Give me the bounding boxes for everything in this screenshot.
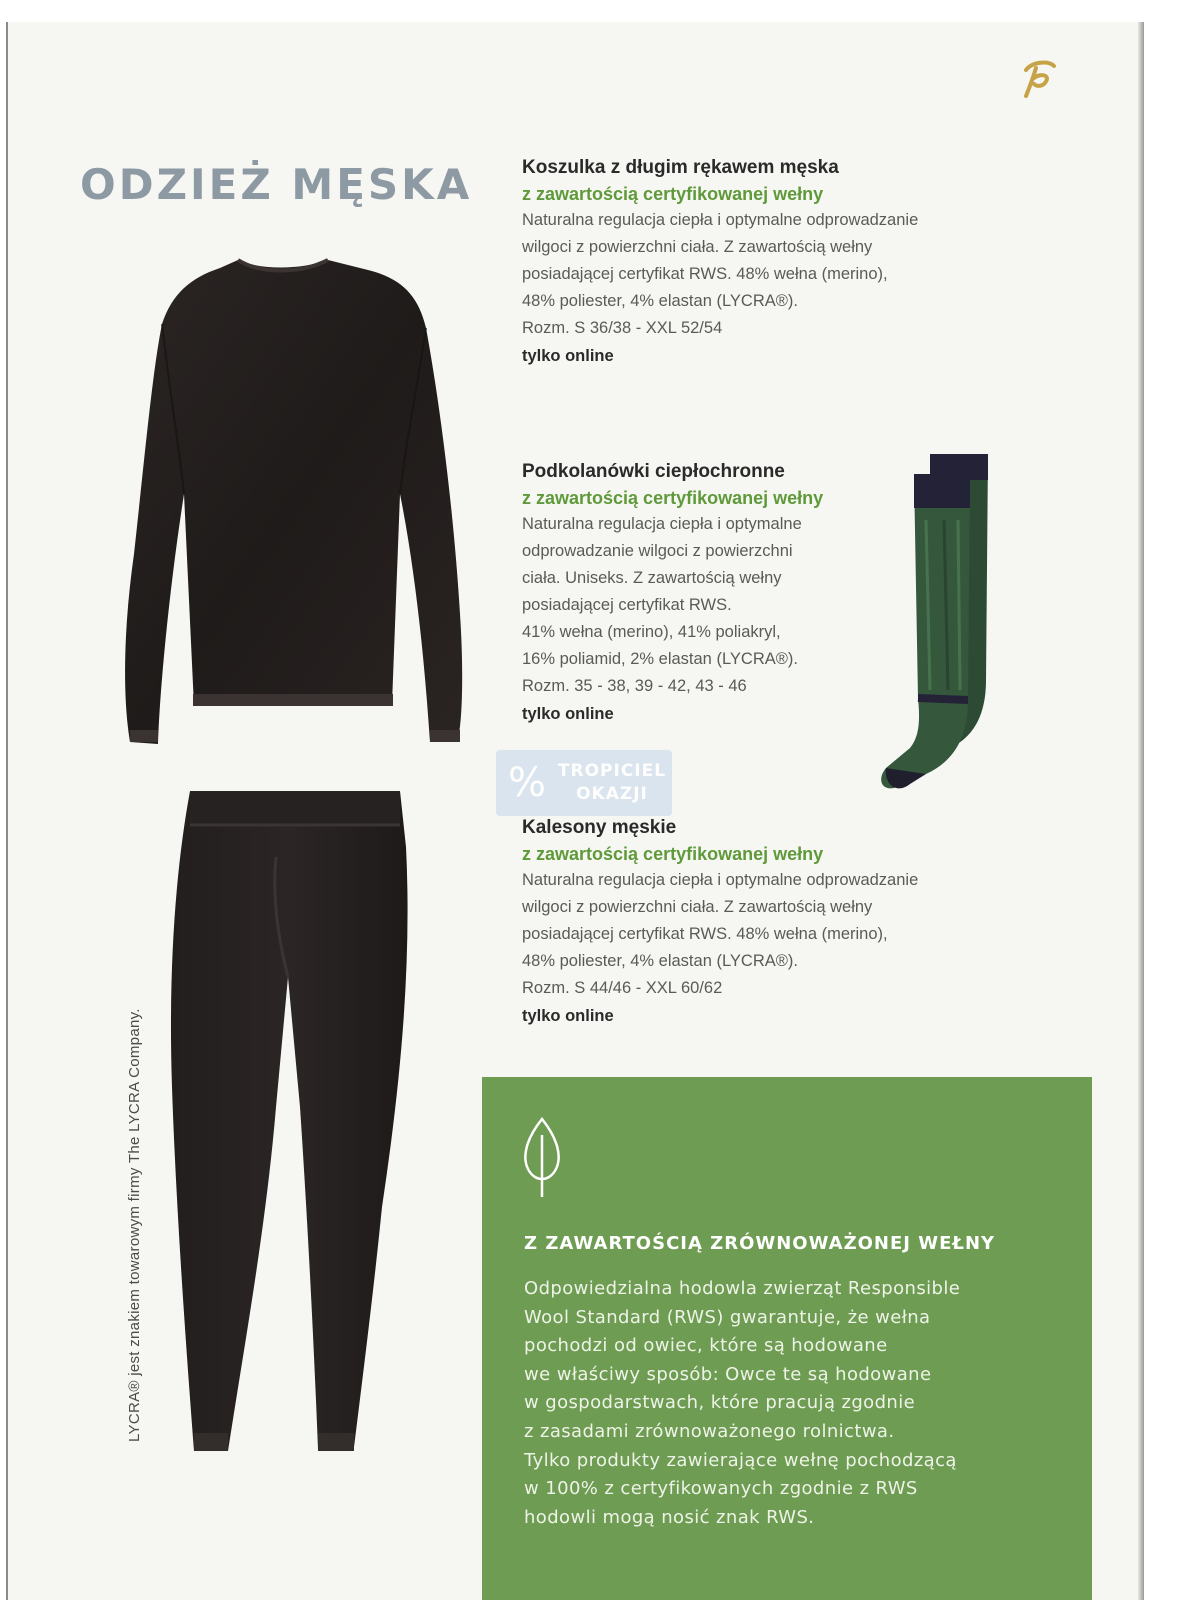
watermark-line1: TROPICIEL [557,761,667,781]
product-name: Koszulka z długim rękawem męska [522,157,839,178]
product-shirt [522,154,1042,371]
product-availability: tylko online [522,347,614,365]
product-socks [522,458,902,729]
lycra-trademark-note: LYCRA® jest znakiem towarowym firmy The LYCRA Company. [126,1008,143,1442]
shirt-image [100,254,466,754]
percent-icon: % [507,760,546,806]
product-sizes: Rozm. 35 - 38, 39 - 42, 43 - 46 [522,677,747,695]
pants-image [168,787,418,1459]
product-description: Naturalna regulacja ciepła i optymalne odprowadzanie wilgoci z powierzchni ciała. Z zawartością wełny posiadającej certyfikat RWS. 48% wełna (merino), 48% poliester, 4% elastan (LYCRA®). [522,871,919,970]
product-subtitle: z zawartością certyfikowanej wełny [522,844,824,864]
product-availability: tylko online [522,705,614,723]
product-long-johns [522,814,1042,1031]
product-subtitle: z zawartością certyfikowanej wełny [522,184,824,204]
brand-logo-icon [1018,56,1060,102]
watermark-badge [496,750,672,816]
product-sizes: Rozm. S 36/38 - XXL 52/54 [522,319,723,337]
catalog-page [6,22,1144,1600]
watermark-line2: OKAZJI [576,784,648,804]
product-name: Podkolanówki ciepłochronne [522,461,785,482]
page-title: ODZIEŻ MĘSKA [80,160,473,209]
product-sizes: Rozm. S 44/46 - XXL 60/62 [522,979,723,997]
product-description: Naturalna regulacja ciepła i optymalne odprowadzanie wilgoci z powierzchni ciała. Uniseks. Z zawartością wełny posiadającej certyfikat RWS. 41% wełna (merino), 41% poliakryl, 16% poliamid, 2% elastan (LYCRA®). [522,515,802,668]
leaf-icon [520,1117,564,1199]
product-name: Kalesony męskie [522,817,677,838]
watermark-text [556,760,668,806]
product-availability: tylko online [522,1007,614,1025]
page-edge [1138,22,1144,1600]
rws-info-box [482,1077,1092,1600]
info-box-text: Odpowiedzialna hodowla zwierząt Responsible Wool Standard (RWS) gwarantuje, że wełna pochodzi od owiec, które są hodowane we właściwy sposób: Owce te są hodowane w gospodarstwach, które pracują zgodnie z zasadami zrównoważonego rolnictwa. Tylko produkty zawierające wełnę pochodzącą w 100% z certyfikowanych zgodnie z RWS hodowli mogą nosić znak RWS. [524,1278,961,1528]
product-subtitle: z zawartością certyfikowanej wełny [522,488,824,508]
product-description: Naturalna regulacja ciepła i optymalne odprowadzanie wilgoci z powierzchni ciała. Z zawartością wełny posiadającej certyfikat RWS. 48% wełna (merino), 48% poliester, 4% elastan (LYCRA®). [522,211,919,310]
info-box-title: Z ZAWARTOŚCIĄ ZRÓWNOWAŻONEJ WEŁNY [524,1233,996,1254]
